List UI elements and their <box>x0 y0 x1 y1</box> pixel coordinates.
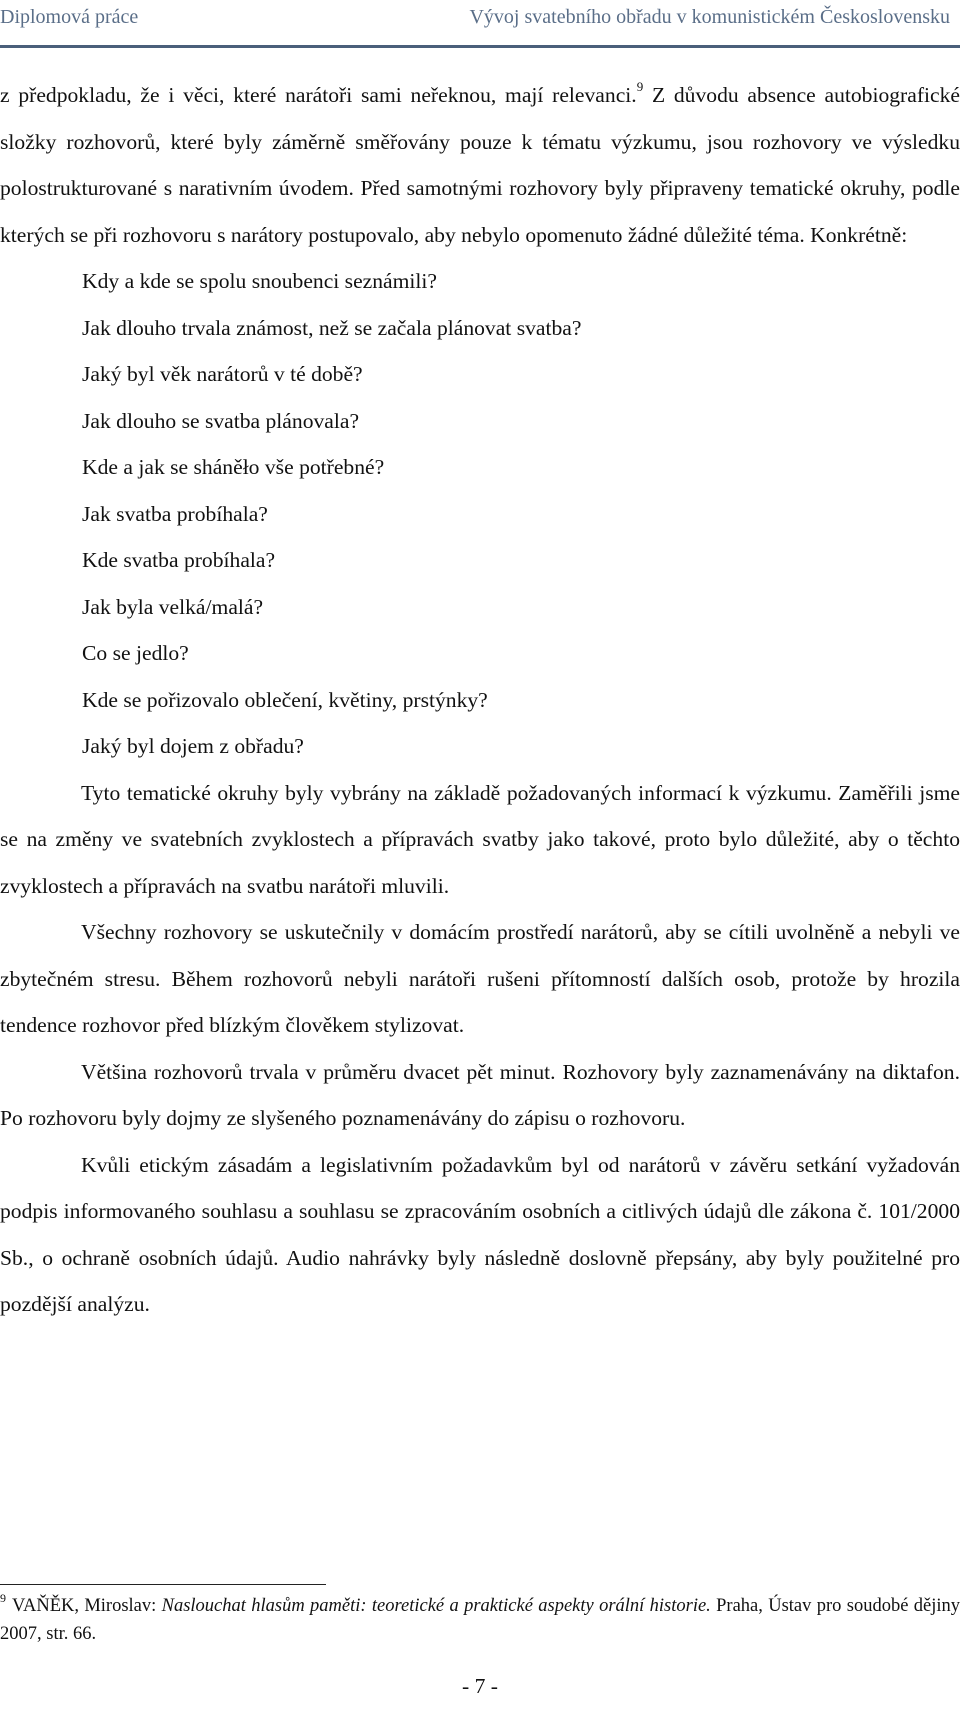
body-text <box>0 72 960 1328</box>
list-item: Kdy a kde se spolu snoubenci seznámili? <box>82 269 438 293</box>
header-left-title: Diplomová práce <box>0 5 139 28</box>
intro-text-end: Z důvodu absence autobiografické složky rozhovorů, které byly záměrně směřovány pouze k tématu výzkumu, jsou rozhovory ve výsledku polostrukturované s narativním úvodem. Před samotnými rozhovory byly připraveny tematické okruhy, podle kterých se při rozhovoru s narátory postupovalo, aby nebylo opomenuto žádné důležité téma. Konkrétně: <box>0 83 960 247</box>
list-item: Jak dlouho se svatba plánovala? <box>82 408 360 433</box>
list-item: Co se jedlo? <box>82 641 189 665</box>
list-item: Kde se pořizovalo oblečení, květiny, prstýnky? <box>82 687 488 712</box>
paragraph-ethics: Kvůli etickým zásadám a legislativním požadavkům byl od narátorů v závěru setkání vyžadován podpis informovaného souhlasu a souhlasu se zpracováním osobních a citlivých údajů dle zákona č. 101/2000 Sb., o ochraně osobních údajů. Audio nahrávky byly následně doslovně přepsány, aby byly použitelné pro pozdější analýzu. <box>0 1152 960 1316</box>
footnote-separator <box>0 1584 326 1585</box>
header-right-title: Vývoj svatebního obřadu v komunistickém Československu <box>469 5 950 28</box>
footnote-title: Naslouchat hlasům paměti: teoretické a praktické aspekty orální historie. <box>161 1596 711 1616</box>
list-item: Jak byla velká/malá? <box>82 594 264 619</box>
paragraph-duration: Většina rozhovorů trvala v průměru dvacet pět minut. Rozhovory byly zaznamenávány na diktafon. Po rozhovoru byly dojmy ze slyšeného poznamenávány do zápisu o rozhovoru. <box>0 1059 960 1130</box>
list-item: Kde a jak se sháněło vše potřebné? <box>82 455 385 479</box>
list-item: Jak svatba probíhala? <box>82 501 268 526</box>
paragraph-topics: Tyto tematické okruhy byly vybrány na základě požadovaných informací k výzkumu. Zaměřili jsme se na změny ve svatebních zvyklostech a přípravách svatby jako takové, proto bylo důležité, aby o těchto zvyklostech a přípravách na svatbu narátoři mluvili. <box>0 780 960 898</box>
page-number: - 7 - <box>462 1674 498 1698</box>
running-header <box>0 2 960 32</box>
paragraph-environment: Všechny rozhovory se uskutečnily v domácím prostředí narátorů, aby se cítili uvolněně a nebyli ve zbytečném stresu. Během rozhovorů nebyli narátoři rušeni přítomností dalších osob, protože by hrozila tendence rozhovor před blízkým člověkem stylizovat. <box>0 920 960 1037</box>
question-list <box>0 258 960 770</box>
list-item: Jak dlouho trvala známost, než se začala plánovat svatba? <box>82 315 582 340</box>
list-item: Jaký byl věk narátorů v té době? <box>82 362 363 386</box>
list-item: Jaký byl dojem z obřadu? <box>82 734 304 758</box>
footnote-author: VAŇĚK, Miroslav: <box>12 1596 162 1616</box>
list-item: Kde svatba probíhala? <box>82 548 276 572</box>
footnote-publication: Praha, Ústav pro soudobé dějiny 2007, str. 66. <box>0 1596 960 1644</box>
intro-paragraph <box>0 72 960 258</box>
intro-text-start: z předpokladu, že i věci, které narátoři sami neřeknou, mají relevanci. <box>0 83 637 107</box>
footnote <box>0 1592 960 1648</box>
footnote-number: 9 <box>0 1591 6 1605</box>
header-rule <box>0 45 960 48</box>
footnote-reference: 9 <box>636 79 644 94</box>
